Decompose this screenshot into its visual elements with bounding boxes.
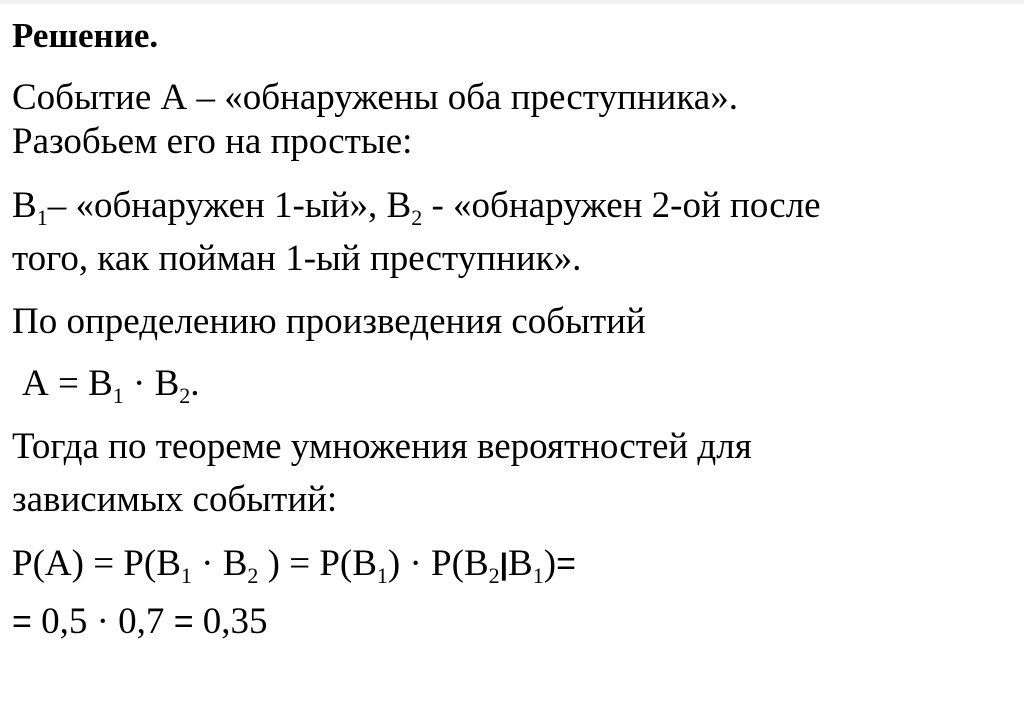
event-b1-description: – «обнаружен 1-ый», bbox=[47, 185, 387, 226]
split-into-simple-line: Разобьем его на простые: bbox=[12, 121, 413, 162]
result-equals-1: = bbox=[12, 603, 32, 641]
conditional-bar: | bbox=[499, 548, 509, 581]
theorem-line-2: зависимых событий: bbox=[12, 479, 338, 520]
subscript-1: 1 bbox=[376, 563, 388, 588]
formula-part-5: В bbox=[508, 543, 533, 584]
event-definition-line: Событие А – «обнаружены оба преступника». bbox=[12, 77, 738, 118]
formula-part-6: ) bbox=[543, 543, 557, 584]
result-line bbox=[12, 600, 268, 644]
product-dot: · В bbox=[123, 363, 180, 404]
simple-events-line-2: того, как пойман 1-ый преступник». bbox=[12, 238, 582, 279]
theorem-line-1: Тогда по теореме умножения вероятностей для bbox=[12, 426, 752, 467]
event-b2-description: - «обнаружен 2-ой после bbox=[422, 185, 821, 226]
subscript-1: 1 bbox=[532, 563, 544, 588]
subscript-2: 2 bbox=[247, 563, 259, 588]
result-product: 0,5 · 0,7 bbox=[31, 601, 174, 642]
solution-heading: Решение. bbox=[12, 16, 159, 55]
formula-part-1: Р(А) = Р(В bbox=[12, 543, 181, 584]
subscript-2: 2 bbox=[411, 205, 423, 230]
formula-part-2: · В bbox=[191, 543, 248, 584]
formula-part-3: ) = Р(В bbox=[258, 543, 377, 584]
product-formula bbox=[22, 362, 200, 406]
result-value: 0,35 bbox=[193, 601, 268, 642]
subscript-1: 1 bbox=[180, 563, 192, 588]
subscript-1: 1 bbox=[112, 383, 124, 408]
product-definition-line: По определению произведения событий bbox=[12, 301, 646, 342]
formula-equals: = bbox=[556, 545, 576, 583]
product-end: . bbox=[190, 363, 200, 404]
subscript-1: 1 bbox=[36, 205, 48, 230]
simple-events-line-1 bbox=[12, 184, 821, 228]
event-b-letter: В bbox=[12, 185, 37, 226]
event-b-letter: В bbox=[386, 185, 412, 226]
subscript-2: 2 bbox=[488, 563, 500, 588]
subscript-2: 2 bbox=[179, 383, 191, 408]
result-equals-2: = bbox=[173, 603, 194, 641]
product-lhs: А = В bbox=[22, 363, 113, 404]
probability-formula bbox=[12, 542, 576, 587]
formula-part-4: ) · Р(В bbox=[387, 543, 489, 584]
